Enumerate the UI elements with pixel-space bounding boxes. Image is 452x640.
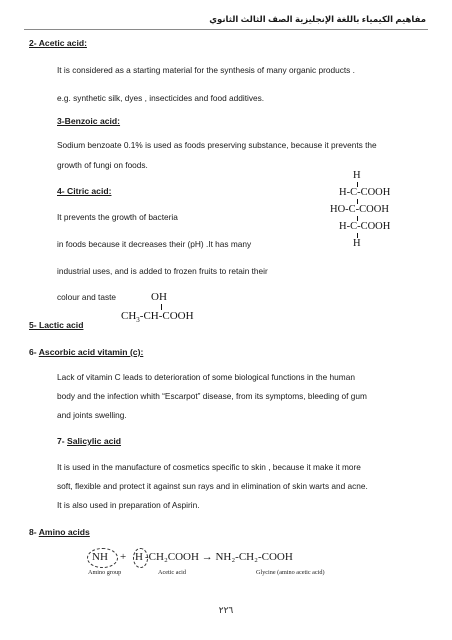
citric-acid-line-1: It prevents the growth of bacteria	[57, 212, 178, 222]
salicylic-acid-line-1: It is used in the manufacture of cosmetics specific to skin , because it make it more	[57, 462, 361, 472]
salicylic-acid-title: Salicylic acid	[67, 436, 122, 446]
ascorbic-acid-line-3: and joints swelling.	[57, 410, 127, 420]
lactic-formula-rest: -CH-COOH	[139, 310, 194, 322]
citric-h-bottom: H	[353, 238, 361, 249]
lactic-formula-ch: CH	[121, 310, 137, 322]
citric-row-2: H-C-COOH	[339, 187, 391, 198]
lactic-oh: OH	[151, 291, 167, 303]
benzoic-acid-line-1: Sodium benzoate 0.1% is used as foods preserving substance, because it prevents the	[57, 140, 377, 150]
citric-row-3: HO-C-COOH	[330, 204, 389, 215]
equation-rest: -CH₂COOH → NH₂-CH₂-COOH	[145, 551, 293, 563]
citric-acid-line-4: colour and taste	[57, 292, 117, 302]
amino-acids-number: 8-	[29, 527, 39, 537]
amino-acids-heading	[29, 527, 90, 537]
equation-h: H	[135, 551, 143, 563]
ascorbic-acid-heading	[29, 347, 143, 357]
citric-h-top: H	[353, 170, 361, 181]
lactic-formula-subscript: 3	[136, 316, 140, 325]
equation-nh: NH	[92, 551, 108, 563]
citric-row-4: H-C-COOH	[339, 221, 391, 232]
page-header: مفاهيم الكيمياء باللغة الإنجليزية الصف الثالث الثانوي	[209, 14, 426, 24]
lactic-acid-heading: 5- Lactic acid	[29, 320, 84, 330]
salicylic-acid-number: 7-	[57, 436, 68, 446]
equation-plus: +	[120, 551, 127, 563]
benzoic-acid-heading: 3-Benzoic acid:	[57, 116, 121, 126]
ascorbic-acid-number: 6-	[29, 347, 39, 357]
citric-acid-line-2: in foods because it decreases their (pH) .It has many	[57, 239, 252, 249]
label-glycine: Glycine (amino acetic acid)	[256, 569, 325, 576]
label-acetic-acid: Acetic acid	[158, 569, 186, 576]
amino-acids-title: Amino acids	[38, 527, 90, 537]
salicylic-acid-heading	[57, 436, 121, 446]
salicylic-acid-line-3: It is also used in preparation of Aspirin.	[57, 500, 200, 510]
ascorbic-acid-line-1: Lack of vitamin C leads to deterioration of some biological functions in the human	[57, 372, 355, 382]
citric-acid-line-3: industrial uses, and is added to frozen fruits to retain their	[57, 266, 268, 276]
ascorbic-acid-line-2: body and the infection whith “Escarpot” disease, from its symptoms, bleeding of gum	[57, 391, 367, 401]
lactic-formula	[121, 310, 194, 324]
acetic-acid-examples: e.g. synthetic silk, dyes , insecticides and food additives.	[57, 93, 265, 103]
header-divider	[24, 29, 428, 30]
citric-acid-heading: 4- Citric acid:	[57, 186, 112, 196]
acetic-acid-heading: 2- Acetic acid:	[29, 38, 87, 48]
benzoic-acid-line-2: growth of fungi on foods.	[57, 160, 148, 170]
ascorbic-acid-title: Ascorbic acid vitamin (c):	[38, 347, 144, 357]
label-amino-group: Amino group	[88, 569, 122, 576]
page-number: ٢٢٦	[218, 605, 234, 615]
acetic-acid-paragraph: It is considered as a starting material for the synthesis of many organic products .	[57, 65, 355, 75]
salicylic-acid-line-2: soft, flexible and protect it against sun rays and in elimination of skin warts and acne.	[57, 481, 368, 491]
